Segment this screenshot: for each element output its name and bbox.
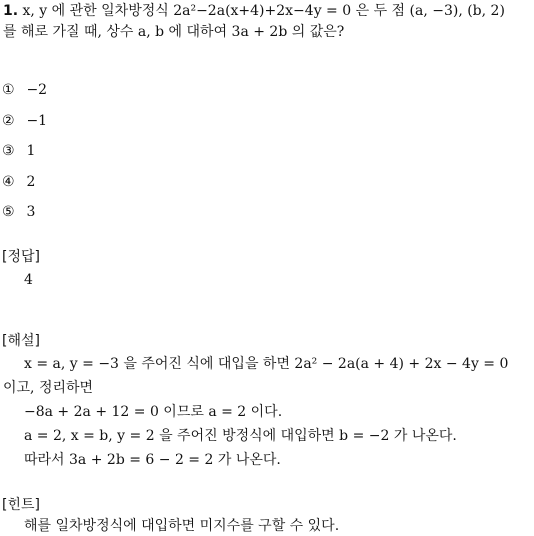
choice-mark: ⑤ bbox=[2, 204, 15, 220]
explanation-line: 이고, 정리하면 bbox=[3, 380, 94, 396]
choice-item[interactable] bbox=[2, 172, 35, 192]
choice-item[interactable] bbox=[2, 111, 47, 131]
choice-text: −1 bbox=[26, 113, 48, 129]
choice-text: 2 bbox=[26, 174, 36, 190]
choice-text: −2 bbox=[26, 82, 48, 98]
choice-mark: ③ bbox=[2, 143, 15, 159]
explanation-label: [해설] bbox=[2, 333, 40, 349]
explanation-line: x = a, y = −3 을 주어진 식에 대입을 하면 2a² − 2a(a + 4) + 2x − 4y = 0 bbox=[24, 356, 509, 372]
choice-text: 1 bbox=[26, 143, 36, 159]
answer-label: [정답] bbox=[2, 249, 40, 265]
choice-mark: ② bbox=[2, 113, 15, 129]
choice-mark: ① bbox=[2, 82, 15, 98]
explanation-line: a = 2, x = b, y = 2 을 주어진 방정식에 대입하면 b = −2 가 나온다. bbox=[24, 428, 457, 444]
question-text-2: 를 해로 가질 때, 상수 a, b 에 대하여 3a + 2b 의 값은? bbox=[3, 24, 345, 40]
hint-label: [힌트] bbox=[2, 497, 40, 513]
choice-item[interactable] bbox=[2, 141, 35, 161]
answer-value: 4 bbox=[24, 272, 33, 288]
question-text-1: x, y 에 관한 일차방정식 2a²−2a(x+4)+2x−4y = 0 은 두 점 (a, −3), (b, 2) bbox=[22, 3, 505, 19]
question-line-1 bbox=[3, 1, 505, 21]
hint-text: 해를 일차방정식에 대입하면 미지수를 구할 수 있다. bbox=[24, 518, 340, 534]
choice-text: 3 bbox=[26, 204, 36, 220]
question-line-2 bbox=[3, 22, 344, 42]
choice-mark: ④ bbox=[2, 174, 15, 190]
question-number: 1. bbox=[3, 3, 19, 19]
choice-item[interactable] bbox=[2, 202, 35, 222]
choice-item[interactable] bbox=[2, 80, 47, 100]
explanation-line: −8a + 2a + 12 = 0 이므로 a = 2 이다. bbox=[24, 404, 283, 420]
explanation-line: 따라서 3a + 2b = 6 − 2 = 2 가 나온다. bbox=[24, 452, 281, 468]
